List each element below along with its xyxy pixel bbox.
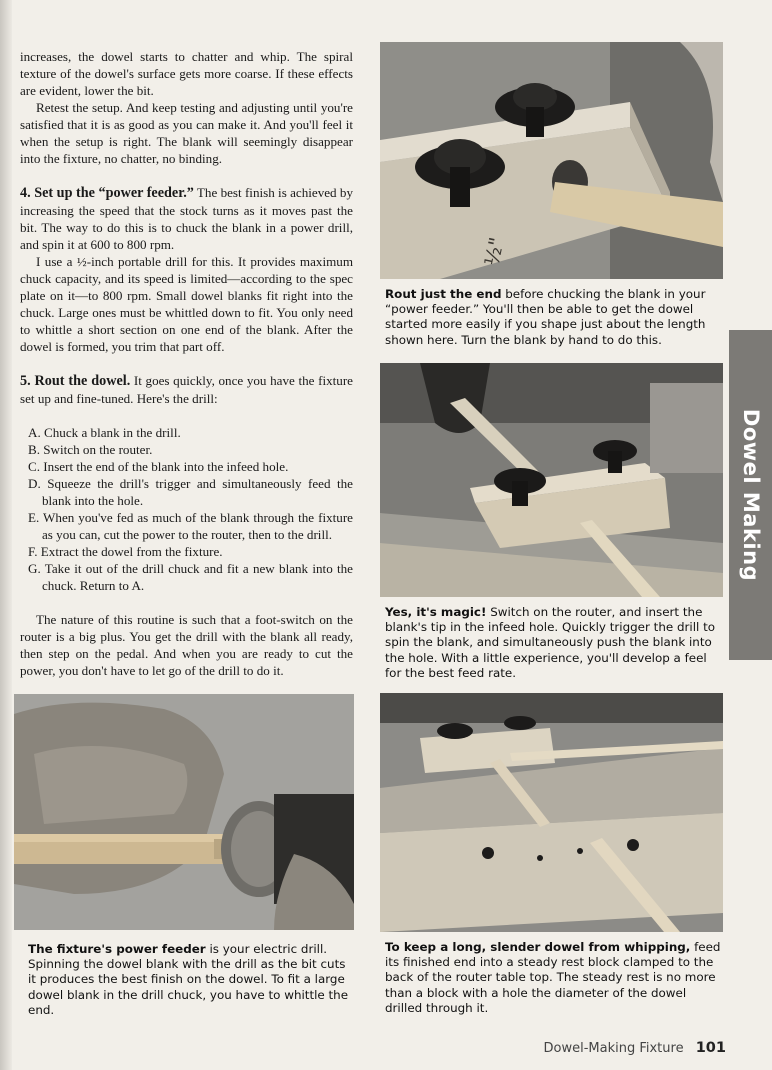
step-4 bbox=[20, 184, 353, 253]
caption-steady-rest bbox=[385, 940, 725, 1016]
list-item: F. Extract the dowel from the fixture. bbox=[28, 544, 223, 559]
list-item: E. When you've fed as much of the blank through the fixture as you can, cut the power to the router, then to the drill. bbox=[28, 510, 353, 542]
step-4-body: The best finish is achieved by increasing the speed that the stock turns as it moves past the bit. The way to do this is to chuck the blank in a power drill, and spin it at 600 to 800 rpm. bbox=[20, 185, 353, 252]
chapter-side-tab-label: Dowel Making bbox=[738, 408, 763, 582]
paragraph-2: Retest the setup. And keep testing and adjusting until you're satisfied that it is as good as you can make it. And you'll feel it when the setup is right. The blank will seemingly disappear into the fixture, no chatter, no binding. bbox=[20, 100, 353, 166]
caption-magic-bold: Yes, it's magic! bbox=[385, 605, 487, 619]
caption-power-feeder bbox=[28, 942, 353, 1018]
caption-rout-end-text: before chucking the blank in your “power feeder.” You'll then be able to get the dowel started more easily if you shape just about the length shown here. Turn the blank by hand to do this. bbox=[385, 287, 706, 347]
list-item: G. Take it out of the drill chuck and fit a new blank into the chuck. Return to A. bbox=[28, 561, 353, 593]
photo-hand-drill bbox=[14, 694, 354, 930]
caption-steady-rest-text: feed its finished end into a steady rest block clamped to the back of the router table top. The steady rest is no more than a block with a hole the diameter of the dowel drilled through it. bbox=[385, 940, 721, 1015]
caption-power-feeder-bold: The fixture's power feeder bbox=[28, 942, 206, 956]
caption-rout-end bbox=[385, 287, 725, 348]
paragraph-4: I use a ½-inch portable drill for this. It provides maximum chuck capacity, and its speed is limited—according to the spec plate on it—to 800 rpm. Small dowel blanks fit right into the chuck. Large ones must be whittled down to fit. You only need to whittle a short section on one end of the blank. After the dowel is formed, you trim that part off. bbox=[20, 254, 353, 354]
caption-steady-rest-bold: To keep a long, slender dowel from whipping, bbox=[385, 940, 691, 954]
left-column-top bbox=[20, 48, 353, 679]
list-item: C. Insert the end of the blank into the infeed hole. bbox=[28, 459, 289, 474]
page-number: 101 bbox=[695, 1040, 726, 1056]
caption-rout-end-bold: Rout just the end bbox=[385, 287, 502, 301]
caption-power-feeder-text: is your electric drill. Spinning the dowel blank with the drill as the bit cuts it produces the best finish on the dowel. To fit a large dowel blank in the drill chuck, you have to whittle the end. bbox=[28, 942, 349, 1017]
list-item: A. Chuck a blank in the drill. bbox=[28, 425, 181, 440]
photo-knobs-block bbox=[380, 42, 723, 279]
step-5 bbox=[20, 372, 353, 407]
list-item: B. Switch on the router. bbox=[28, 442, 153, 457]
paragraph-1: increases, the dowel starts to chatter and whip. The spiral texture of the dowel's surface gets more coarse. If these effects are evident, lower the bit. bbox=[20, 49, 353, 98]
page-footer bbox=[544, 1040, 727, 1056]
caption-magic-text: Switch on the router, and insert the blank's tip in the infeed hole. Quickly trigger the drill to spin the blank, and simultaneously push the blank into the hole. With a little experience, you'll develop a feel for the best feed rate. bbox=[385, 605, 716, 680]
paragraph-6: The nature of this routine is such that a foot-switch on the router is a big plus. You get the drill with the blank all ready, then step on the pedal. And when you are ready to cut the power, you don't have to let go of the drill to do it. bbox=[20, 612, 353, 678]
caption-magic bbox=[385, 605, 725, 681]
step-4-heading: 4. Set up the “power feeder.” bbox=[20, 185, 194, 201]
photo-steady-rest-art bbox=[380, 693, 723, 932]
chapter-side-tab bbox=[729, 330, 772, 660]
step-5-body: It goes quickly, once you have the fixture set up and fine-tuned. Here's the drill: bbox=[20, 373, 353, 406]
procedure-list bbox=[20, 424, 353, 594]
step-5-heading: 5. Rout the dowel. bbox=[20, 373, 131, 389]
photo-hand-drill-art bbox=[14, 694, 354, 930]
footer-title: Dowel-Making Fixture bbox=[543, 1041, 684, 1056]
photo-knobs-block-art bbox=[380, 42, 723, 279]
photo-steady-rest bbox=[380, 693, 723, 932]
list-item: D. Squeeze the drill's trigger and simultaneously feed the blank into the hole. bbox=[28, 476, 353, 508]
photo-drill-feeding-art bbox=[380, 363, 723, 597]
block-size-label: ½" bbox=[479, 235, 509, 269]
photo-drill-feeding bbox=[380, 363, 723, 597]
page-gutter-shadow bbox=[0, 0, 12, 1070]
